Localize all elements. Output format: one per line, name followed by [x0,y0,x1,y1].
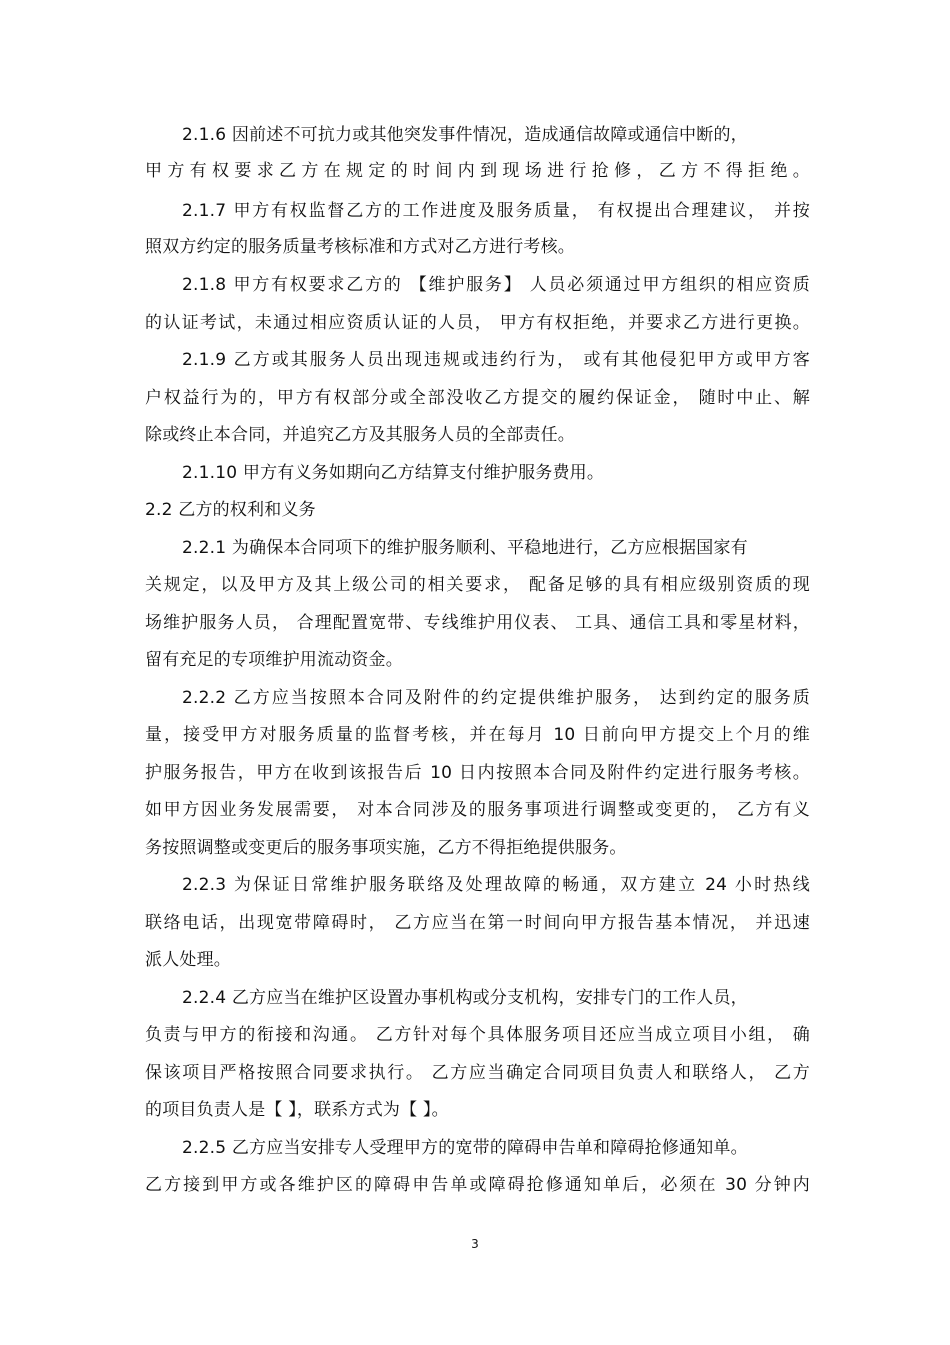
text-line: 乙方接到甲方或各维护区的障碍申告单或障碍抢修通知单后，必须在 30 分钟内 [145,1175,810,1195]
text-line: 留有充足的专项维护用流动资金。 [145,650,403,670]
text-line: 护服务报告，甲方在收到该报告后 10 日内按照本合同及附件约定进行服务考核。 [145,763,810,783]
text-line: 联络电话，出现宽带障碍时， 乙方应当在第一时间向甲方报告基本情况， 并迅速 [145,913,810,933]
text-line: 的认证考试，未通过相应资质认证的人员， 甲方有权拒绝，并要求乙方进行更换。 [145,313,810,333]
text-line: 2.1.8 甲方有权要求乙方的 【维护服务】 人员必须通过甲方组织的相应资质 [182,275,810,295]
text-line: 甲方有权要求乙方在规定的时间内到现场进行抢修，乙方不得拒绝。 [145,161,810,181]
text-line: 的项目负责人是【 】，联系方式为【 】。 [145,1100,449,1120]
text-line: 照双方约定的服务质量考核标准和方式对乙方进行考核。 [145,237,575,257]
text-line: 2.1.10 甲方有义务如期向乙方结算支付维护服务费用。 [182,463,605,483]
text-line: 派人处理。 [145,950,231,970]
page-number: 3 [471,1237,479,1251]
text-line: 2.2.5 乙方应当安排专人受理甲方的宽带的障碍申告单和障碍抢修通知单。 [182,1138,748,1158]
text-line: 户权益行为的，甲方有权部分或全部没收乙方提交的履约保证金， 随时中止、解 [145,388,810,408]
text-line: 量，接受甲方对服务质量的监督考核，并在每月 10 日前向甲方提交上个月的维 [145,725,810,745]
text-line: 关规定，以及甲方及其上级公司的相关要求， 配备足够的具有相应级别资质的现 [145,575,810,595]
text-line: 保该项目严格按照合同要求执行。 乙方应当确定合同项目负责人和联络人， 乙方 [145,1063,810,1083]
text-line: 如甲方因业务发展需要， 对本合同涉及的服务事项进行调整或变更的， 乙方有义 [145,800,810,820]
text-line: 2.1.6 因前述不可抗力或其他突发事件情况，造成通信故障或通信中断的， [182,125,748,145]
text-line: 2.2.1 为确保本合同项下的维护服务顺利、平稳地进行，乙方应根据国家有 [182,538,748,558]
text-line: 2.1.9 乙方或其服务人员出现违规或违约行为， 或有其他侵犯甲方或甲方客 [182,350,810,370]
text-line: 负责与甲方的衔接和沟通。 乙方针对每个具体服务项目还应当成立项目小组， 确 [145,1025,810,1045]
text-line: 2.2.3 为保证日常维护服务联络及处理故障的畅通，双方建立 24 小时热线 [182,875,810,895]
text-line: 2.2.4 乙方应当在维护区设置办事机构或分支机构，安排专门的工作人员， [182,988,748,1008]
text-line: 2.1.7 甲方有权监督乙方的工作进度及服务质量， 有权提出合理建议， 并按 [182,201,810,221]
text-line: 场维护服务人员， 合理配置宽带、专线维护用仪表、 工具、通信工具和零星材料， [145,613,810,633]
text-line: 除或终止本合同，并追究乙方及其服务人员的全部责任。 [145,425,575,445]
section-heading: 2.2 乙方的权利和义务 [145,500,316,520]
text-line: 2.2.2 乙方应当按照本合同及附件的约定提供维护服务， 达到约定的服务质 [182,688,810,708]
text-line: 务按照调整或变更后的服务事项实施，乙方不得拒绝提供服务。 [145,838,627,858]
